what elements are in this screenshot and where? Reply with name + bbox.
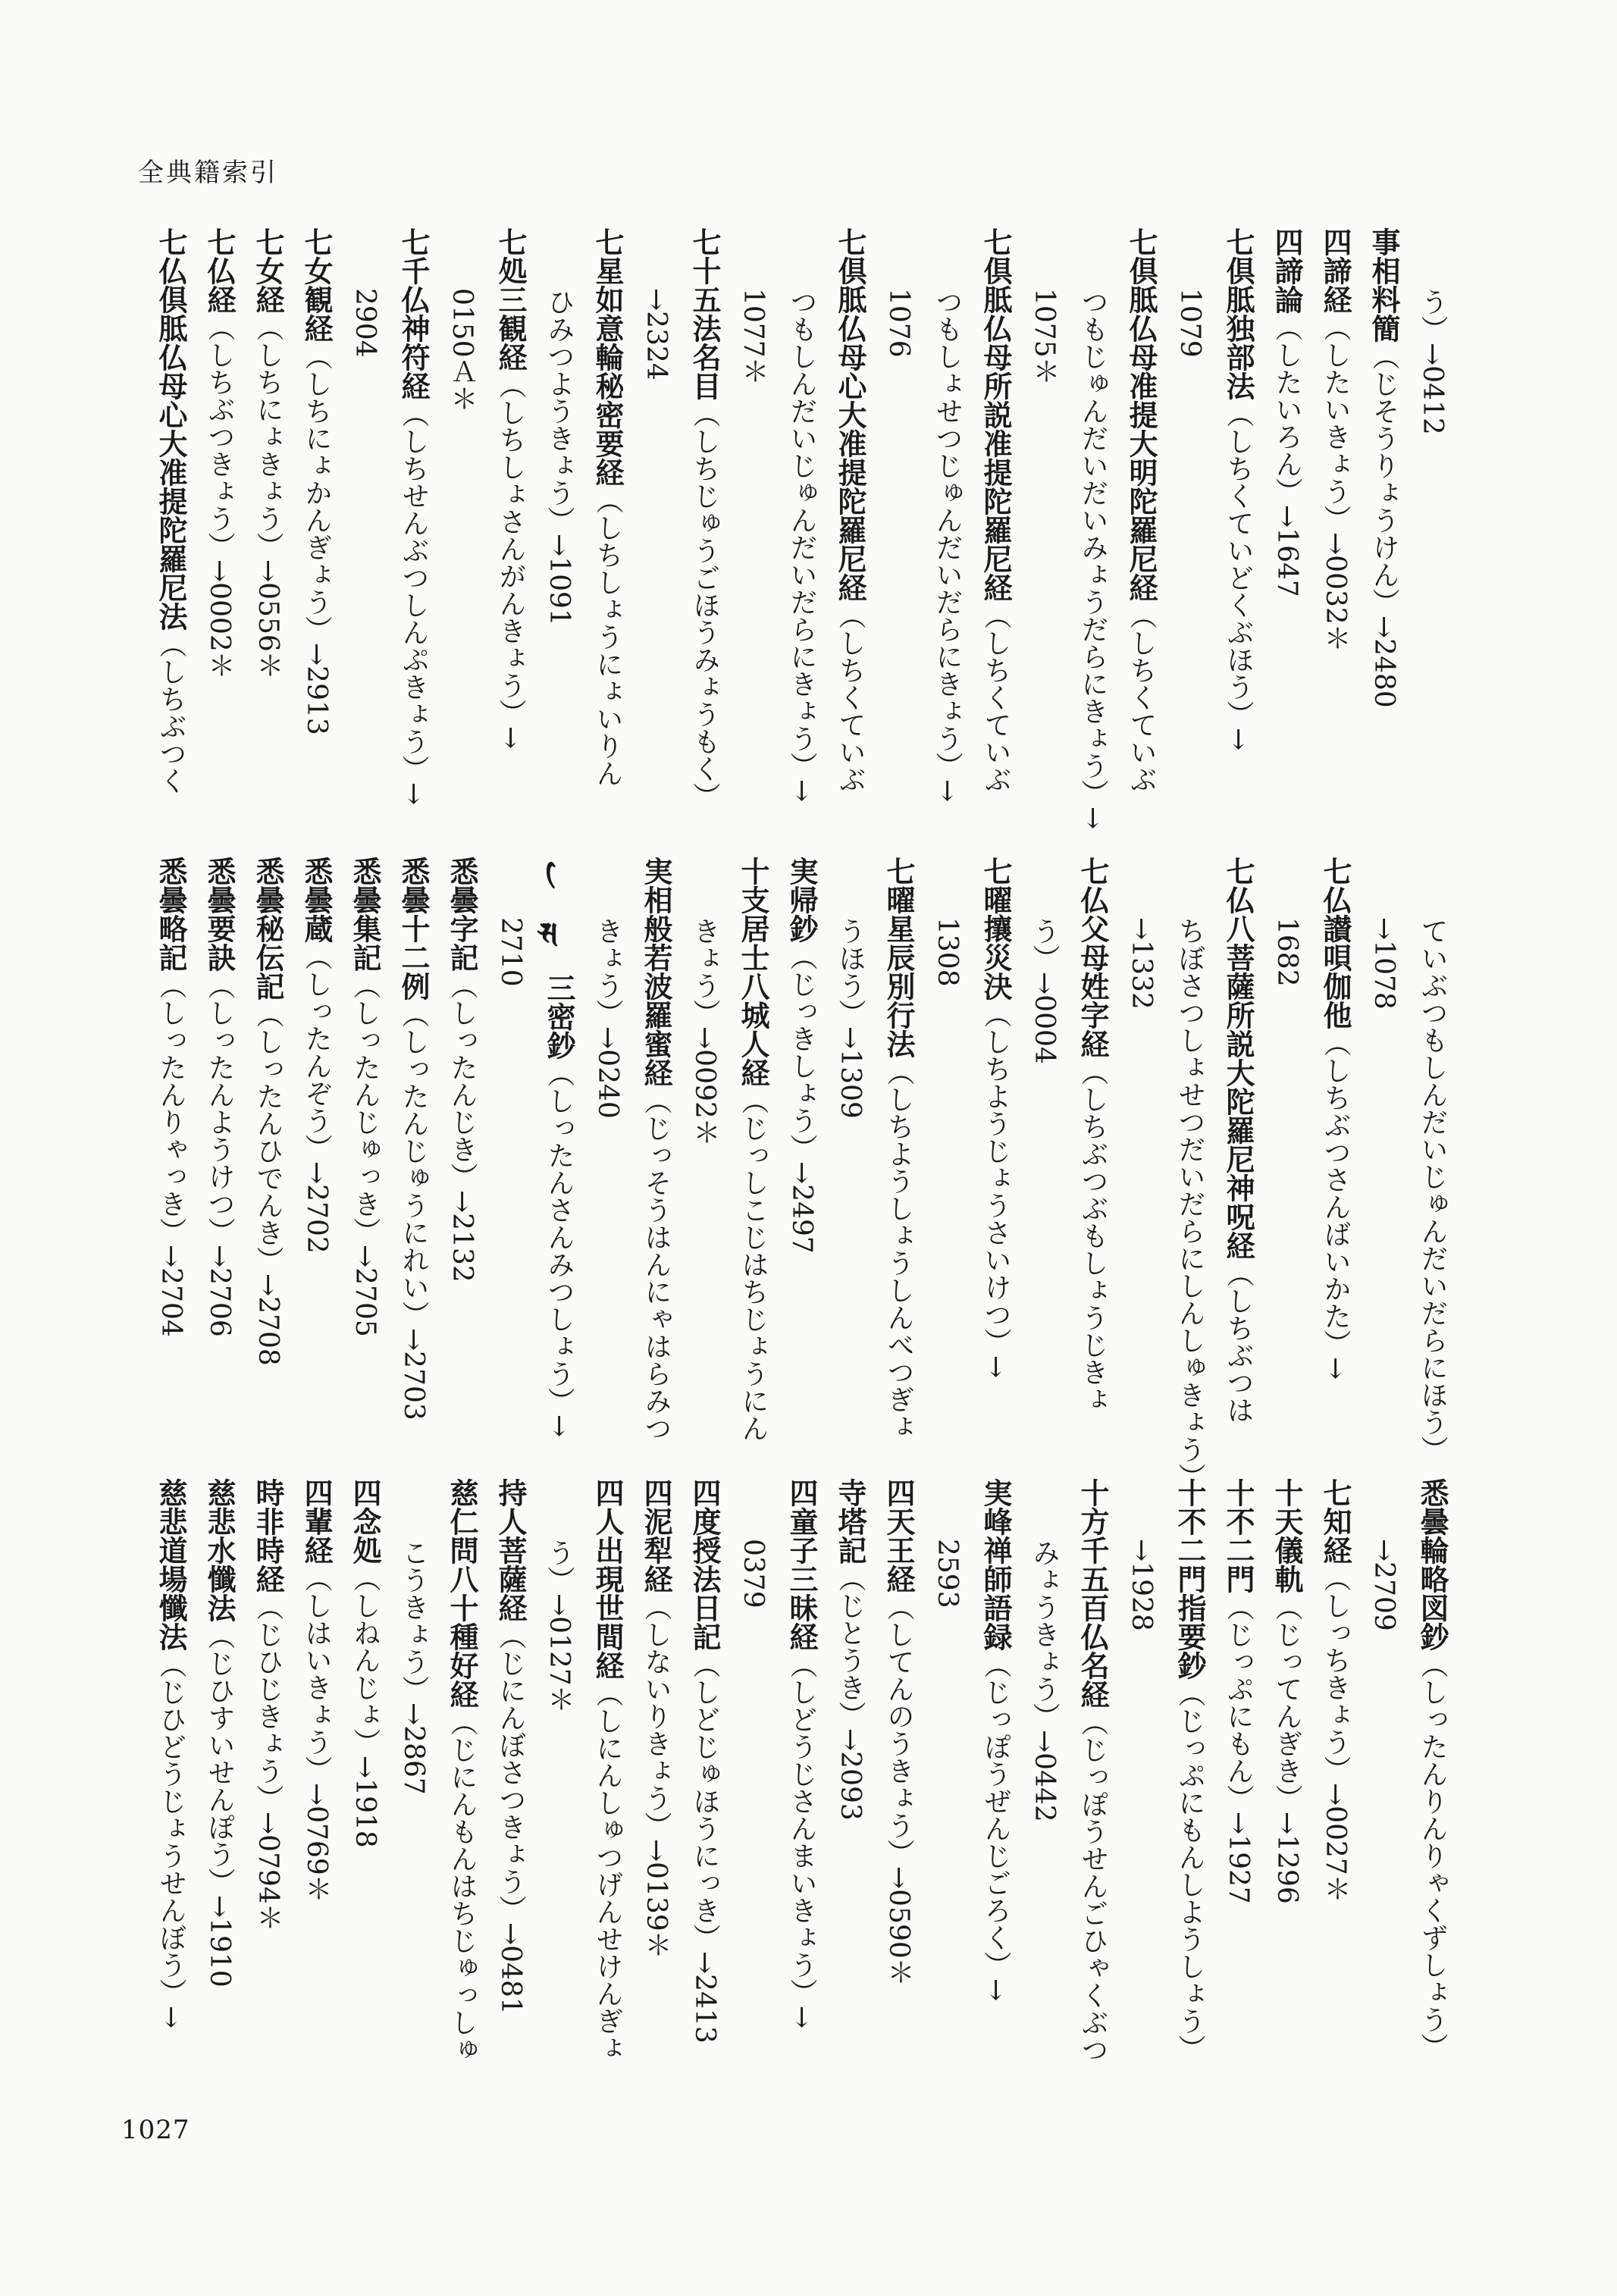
index-entry <box>777 857 826 1478</box>
entry-continuation-text: 2904 <box>349 288 381 358</box>
entry-title: 寺塔記 <box>833 1478 867 1565</box>
entry-reading: （しったんじゅっき）→2705 <box>349 972 381 1337</box>
entry-reading: （じにんぼさつきょう）→0481 <box>495 1622 526 2015</box>
entry-continuation-text: →2709 <box>1368 1539 1399 1631</box>
entry-title: 悉曇略記 <box>154 857 188 972</box>
entry-title: 十不二門指要鈔 <box>1173 1478 1207 1680</box>
index-entry <box>195 1478 243 2221</box>
index-entry <box>729 857 777 1478</box>
entry-continuation-text: 2593 <box>932 1539 963 1608</box>
index-entry <box>292 857 340 1478</box>
entry-continuation-text: ちぼさつしょせつだいだらにしんしゅきょう） <box>1174 917 1205 1490</box>
entry-title: 七仏讃唄伽他 <box>1318 857 1352 1029</box>
index-entry-continuation <box>680 857 729 1478</box>
index-entry <box>874 857 923 1478</box>
entry-reading: （しったんりゃっき）→2704 <box>155 972 186 1337</box>
index-entry-continuation <box>486 857 534 1478</box>
entry-title: 持人菩薩経 <box>494 1478 528 1622</box>
entry-reading: （しちじゅうごほうみょうもく） <box>689 400 720 810</box>
entry-title: 七仏経 <box>202 227 237 314</box>
index-entry <box>243 1478 292 2221</box>
entry-reading: （じっぽうぜんじごろく）→ <box>980 1651 1011 2002</box>
entry-reading: （じそうりょうけん）→2480 <box>1368 343 1399 708</box>
index-entry <box>292 1478 340 2221</box>
entry-title: 四天王経 <box>882 1478 916 1593</box>
entry-title: 四度授法日記 <box>688 1478 722 1651</box>
entry-reading: （しはいきょう）→0769＊ <box>301 1565 332 1903</box>
entry-reading: （しっちきょう）→0027＊ <box>1320 1565 1351 1903</box>
index-entry <box>340 1478 389 2221</box>
index-entry <box>631 1478 680 2221</box>
index-entry-continuation <box>826 857 874 1478</box>
entry-continuation-text: 0379 <box>738 1539 769 1608</box>
index-entry-continuation <box>1408 857 1456 1478</box>
index-entry-continuation <box>389 1478 437 2221</box>
entry-title: 七処三観経 <box>494 227 528 371</box>
entry-reading: （しったんひでんき）→2708 <box>252 1001 284 1366</box>
index-entry-continuation <box>1020 1478 1068 2221</box>
index-entry <box>1214 857 1262 1478</box>
entry-title: 悉曇字記 <box>445 857 479 972</box>
entry-title: 実峰禅師語録 <box>979 1478 1013 1651</box>
entry-reading: （しったんさんみつしょう）→ <box>544 1060 575 1438</box>
index-entry-continuation <box>1165 857 1214 1490</box>
entry-title: 十不二門 <box>1221 1478 1255 1593</box>
entry-reading: （しちぶつは <box>1223 1260 1254 1424</box>
entry-continuation-text: うほう）→1309 <box>835 917 866 1119</box>
index-entry <box>680 1478 729 2221</box>
index-entry <box>243 857 292 1478</box>
index-entry-continuation <box>729 1478 777 2221</box>
entry-continuation-text: 0150Ａ＊ <box>447 288 478 412</box>
index-entry-continuation <box>923 1478 971 2221</box>
entry-reading: （しちにょきょう）→0556＊ <box>252 314 284 679</box>
index-entry-continuation <box>1117 1478 1165 2221</box>
entry-continuation-text: 1075＊ <box>1029 288 1060 385</box>
index-column-middle <box>146 857 1456 1490</box>
entry-reading: （しったんじゅうにれい）→2703 <box>398 1001 429 1421</box>
entry-title: 七曜攘災決 <box>979 857 1013 1001</box>
entry-reading: （じとうき）→2093 <box>835 1565 866 1821</box>
page-number: 1027 <box>121 2115 190 2145</box>
entry-continuation-text: きょう）→0092＊ <box>689 917 720 1146</box>
page-header: 全典籍索引 <box>138 158 278 188</box>
index-entry <box>486 1478 534 2221</box>
entry-title: 𑖭𑖰三密鈔 <box>542 857 576 1060</box>
entry-reading: （しにんしゅつげんせけんぎょ <box>592 1680 623 2062</box>
entry-reading: （してんのうきょう）→0590＊ <box>883 1593 914 1986</box>
entry-continuation-text: 1077＊ <box>738 288 769 385</box>
entry-reading: （しったんじき）→2132 <box>447 972 478 1283</box>
entry-reading: （じひすいせんぽう）→1910 <box>204 1622 235 1987</box>
entry-reading: （したいろん）→1647 <box>1271 314 1302 597</box>
entry-title: 慈悲水懺法 <box>202 1478 237 1622</box>
entry-title: 悉曇集記 <box>348 857 382 972</box>
entry-title: 七倶胝独部法 <box>1221 227 1255 400</box>
index-entry <box>195 857 243 1478</box>
entry-reading: （じっしこじはちじょうにん <box>738 1087 769 1442</box>
index-entry <box>1311 857 1359 1478</box>
entry-reading: （しったんようけつ）→2706 <box>204 972 235 1337</box>
index-entry-continuation <box>1262 857 1311 1478</box>
entry-title: 慈仁問八十種好経 <box>445 1478 479 1709</box>
entry-reading: （じっぽうせんごひゃくぶつ <box>1077 1709 1108 2063</box>
entry-continuation-text: ひみつようきょう）→1091 <box>544 288 575 626</box>
entry-title: 七倶胝仏母所説准提陀羅尼経 <box>979 227 1013 602</box>
entry-title: 七千仏神符経 <box>396 227 431 400</box>
entry-continuation-text: 1079 <box>1174 288 1205 358</box>
entry-reading: （じにんもんはちじゅっしゅ <box>447 1709 478 2063</box>
entry-reading: （しちぶつさんばいかた）→ <box>1320 1029 1351 1380</box>
entry-continuation-text: きょう）→0240 <box>592 917 623 1119</box>
entry-title: 十天儀軌 <box>1270 1478 1304 1593</box>
entry-reading: （しったんぞう）→2702 <box>301 943 332 1254</box>
entry-reading: （しちせんぶつしんぷきょう）→ <box>398 400 429 806</box>
index-entry <box>389 857 437 1478</box>
entry-continuation-text: 1308 <box>932 917 963 987</box>
index-entry <box>437 857 486 1478</box>
entry-reading: （しちぶつきょう）→0002＊ <box>204 314 235 679</box>
index-entry <box>826 1478 874 2221</box>
entry-reading: （じひじきょう）→0794＊ <box>252 1593 284 1931</box>
entry-reading: （したいきょう）→0032＊ <box>1320 314 1351 652</box>
entry-title: 悉曇十二例 <box>396 857 431 1001</box>
entry-reading: （しちくていぶ <box>1126 602 1157 793</box>
entry-continuation-text: う）→0127＊ <box>544 1539 575 1713</box>
index-entry <box>340 857 389 1478</box>
entry-title: 四泥犁経 <box>639 1478 673 1593</box>
entry-reading: （しちしょさんがんきょう）→ <box>495 371 526 750</box>
entry-title: 七十五法名目 <box>688 227 722 400</box>
index-entry <box>777 1478 826 2221</box>
entry-reading: （しったんりんりゃくずしょう） <box>1417 1651 1448 2060</box>
entry-title: 悉曇輪略図鈔 <box>1415 1478 1449 1651</box>
entry-title: 七仏八菩薩所説大陀羅尼神呪経 <box>1221 857 1255 1260</box>
entry-reading: （じっぷにもんしようしょう） <box>1174 1680 1205 2062</box>
index-entry <box>146 857 195 1478</box>
entry-reading: （しちくていぶ <box>835 602 866 793</box>
entry-reading: （しねんじょ）→1918 <box>349 1565 381 1848</box>
entry-continuation-text: う）→0004 <box>1029 917 1060 1064</box>
index-entry-continuation <box>1020 857 1068 1478</box>
index-entry-continuation <box>534 1478 583 2221</box>
entry-continuation-text: みょうきょう）→0442 <box>1029 1539 1060 1822</box>
entry-continuation-text: →1078 <box>1368 917 1399 1010</box>
entry-title: 四諦論 <box>1270 227 1304 314</box>
index-entry <box>1165 1478 1214 2221</box>
index-entry <box>1068 1478 1117 2221</box>
entry-continuation-text: →2324 <box>641 288 672 381</box>
entry-continuation-text: つもしょせつじゅんだいだらにきょう）→ <box>932 288 963 803</box>
entry-reading: （じひどうじょうせんぼう）→ <box>155 1651 186 2029</box>
entry-reading: （しどじゅほうにっき）→2413 <box>689 1651 720 2044</box>
entry-reading: （しちくていどくぶほう）→ <box>1223 400 1254 751</box>
index-entry <box>1214 1478 1262 2221</box>
index-entry <box>583 1478 631 2221</box>
entry-continuation-text: 2710 <box>495 917 526 987</box>
entry-title: 悉曇要訣 <box>202 857 237 972</box>
entry-title: 七知経 <box>1318 1478 1352 1565</box>
entry-title: 七倶胝仏母心大准提陀羅尼経 <box>833 227 867 602</box>
entry-continuation-text: 1076 <box>883 288 914 358</box>
index-entry-continuation <box>1359 857 1408 1478</box>
entry-title: 十支居士八城人経 <box>736 857 770 1087</box>
index-entry <box>146 1478 195 2221</box>
entry-continuation-text: つもじゅんだいだいみょうだらにきょう）→ <box>1077 288 1108 830</box>
entry-title: 悉曇蔵 <box>299 857 334 943</box>
entry-continuation-text: う）→0412 <box>1417 288 1448 435</box>
entry-title: 実帰鈔 <box>785 857 819 943</box>
index-entry <box>534 857 583 1478</box>
entry-reading: （しないりきょう）→0139＊ <box>641 1593 672 1959</box>
entry-title: 七仏父母姓字経 <box>1076 857 1110 1058</box>
entry-reading: （しちぶつく <box>155 631 186 794</box>
entry-continuation-text: 1682 <box>1271 917 1302 987</box>
index-column-bottom <box>146 1478 1456 2221</box>
index-entry <box>874 1478 923 2221</box>
index-entry <box>1262 1478 1311 2221</box>
entry-title: 実相般若波羅蜜経 <box>639 857 673 1087</box>
entry-title: 七女観経 <box>299 227 334 343</box>
index-entry-continuation <box>923 857 971 1478</box>
entry-continuation-text: こうきょう）→2867 <box>398 1539 429 1795</box>
entry-title: 事相料簡 <box>1367 227 1401 343</box>
entry-title: 七星如意輪秘密要経 <box>591 227 625 487</box>
index-entry <box>971 1478 1020 2221</box>
entry-reading: （しちようしょうしんべつぎょ <box>883 1058 914 1440</box>
entry-continuation-text: →1928 <box>1126 1539 1157 1631</box>
entry-reading: （しちぶつぶもしょうじきょ <box>1077 1058 1108 1413</box>
index-entry-continuation <box>1117 857 1165 1478</box>
entry-title: 四諦経 <box>1318 227 1352 314</box>
index-entry <box>631 857 680 1478</box>
index-entry <box>1311 1478 1359 2221</box>
entry-continuation-text: つもしんだいじゅんだいだらにきょう）→ <box>786 288 817 803</box>
index-entry <box>1068 857 1117 1478</box>
entry-title: 慈悲道場懺法 <box>154 1478 188 1651</box>
entry-title: 時非時経 <box>251 1478 285 1593</box>
entry-title: 七曜星辰別行法 <box>882 857 916 1058</box>
entry-reading: （じっぷにもん）→1927 <box>1223 1593 1254 1904</box>
entry-title: 四童子三昧経 <box>785 1478 819 1651</box>
entry-title: 七仏倶胝仏母心大准提陀羅尼法 <box>154 227 188 631</box>
entry-reading: （しちくていぶ <box>980 602 1011 793</box>
entry-reading: （しどうじさんまいきょう）→ <box>786 1651 817 2029</box>
entry-title: 四輩経 <box>299 1478 334 1565</box>
index-entry <box>1408 1478 1456 2221</box>
entry-reading: （しちようじょうさいけつ）→ <box>980 1001 1011 1379</box>
entry-reading: （じっきしょう）→2497 <box>786 943 817 1254</box>
entry-title: 四人出現世間経 <box>591 1478 625 1680</box>
index-entry-continuation <box>583 857 631 1478</box>
entry-title: 四念処 <box>348 1478 382 1565</box>
entry-reading: （じっそうはんにゃはらみつ <box>641 1087 672 1442</box>
index-entry <box>437 1478 486 2221</box>
entry-title: 十方千五百仏名経 <box>1076 1478 1110 1709</box>
index-entry <box>971 857 1020 1478</box>
entry-title: 悉曇秘伝記 <box>251 857 285 1001</box>
entry-reading: （じってんぎき）→1296 <box>1271 1593 1302 1904</box>
entry-continuation-text: ていぶつもしんだいじゅんだいだらにほう） <box>1417 917 1448 1463</box>
entry-title: 七女経 <box>251 227 285 314</box>
entry-reading: （しちしょうにょいりん <box>592 487 623 787</box>
entry-continuation-text: →1332 <box>1126 917 1157 1010</box>
entry-title: 七倶胝仏母准提大明陀羅尼経 <box>1124 227 1158 602</box>
entry-reading: （しちにょかんぎょう）→2913 <box>301 343 332 735</box>
index-entry-continuation <box>1359 1478 1408 2221</box>
